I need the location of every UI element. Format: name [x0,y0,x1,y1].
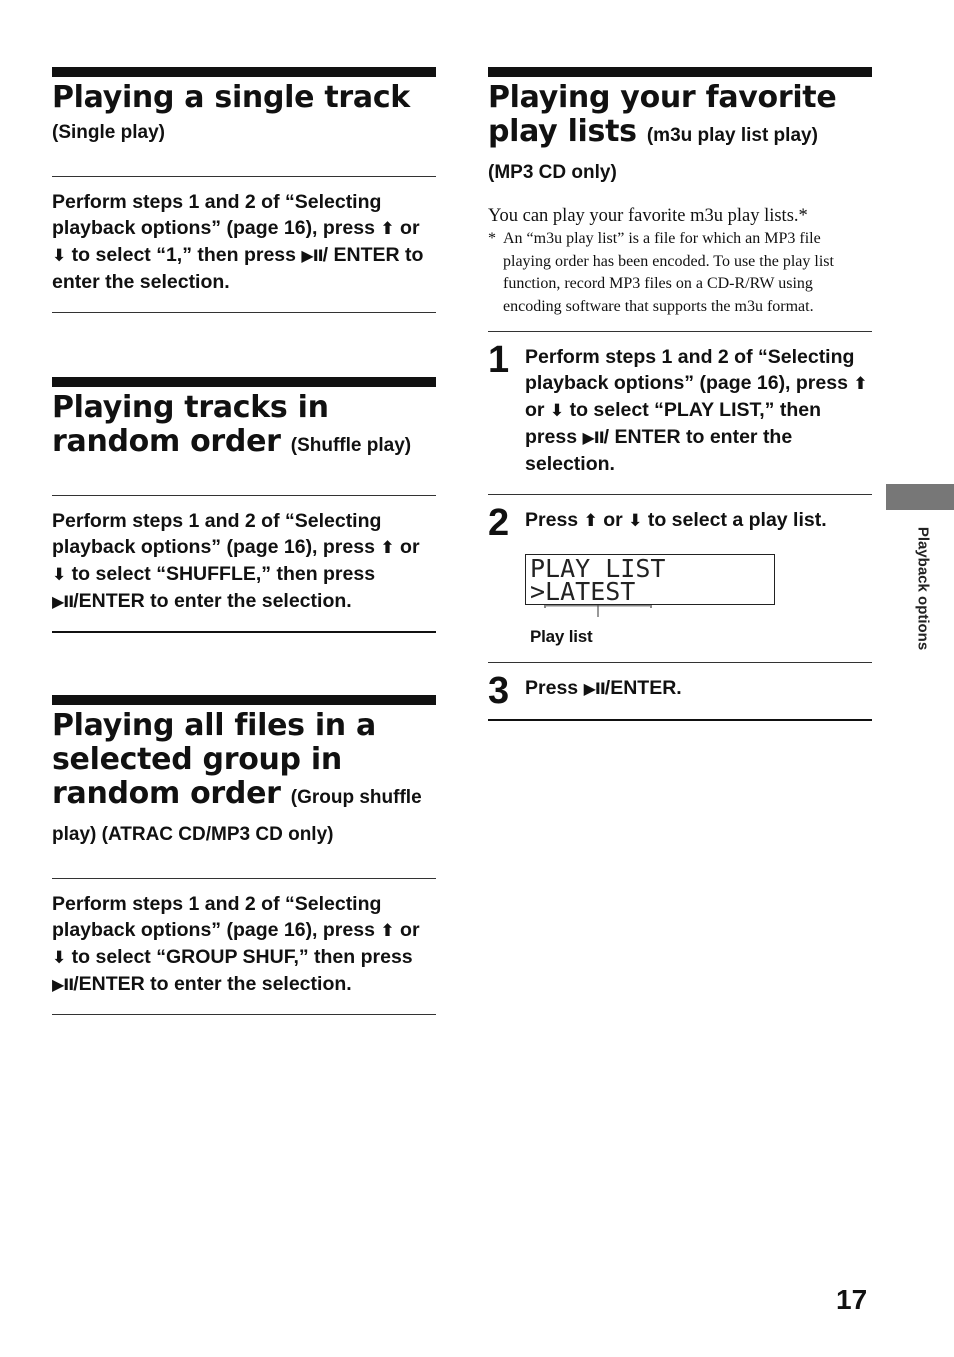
subtitle-single-play: (Single play) [52,122,165,143]
footnote: * An “m3u play list” is a file for which an MP3 file playing order has been encoded. To use the play list function, record MP3 files on a CD-R/RW using encoding software that supports the m3u format. [488,230,834,315]
divider [52,495,436,496]
up-arrow-icon: ⬆ [853,374,868,394]
step-number: 1 [488,339,510,381]
play-pause-icon: ▶II [582,428,604,447]
down-arrow-icon: ⬇ [52,246,67,266]
section-bar [52,695,436,705]
step-3 [488,670,872,712]
heading-group-shuffle: Playing all files in a selected group in random order (Group shuffle [52,708,422,811]
section-tab [886,484,954,510]
play-pause-icon: ▶II [52,975,74,994]
divider [488,494,872,495]
section-bar [52,67,436,77]
page-number: 17 [836,1284,868,1315]
divider [52,176,436,177]
step-2 [488,502,872,647]
divider [488,719,872,721]
up-arrow-icon: ⬆ [380,921,395,941]
down-arrow-icon: ⬇ [549,401,565,421]
divider [488,662,872,663]
divider [488,331,872,332]
up-arrow-icon: ⬆ [380,219,395,239]
section-bar [488,67,872,77]
step-2-text: Press ⬆ or ⬇ to select a play list. [525,509,827,531]
lcd-line-2: >LATEST [530,577,636,606]
section-bar [52,377,436,387]
step-number: 2 [488,502,510,544]
divider [52,1014,436,1015]
divider [52,878,436,879]
down-arrow-icon: ⬇ [52,948,67,968]
up-arrow-icon: ⬆ [380,538,395,558]
callout-label: Play list [530,627,593,646]
left-column [52,67,436,1015]
instruction-group-shuffle: Perform steps 1 and 2 of “Selecting playback options” (page 16), press ⬆ or ⬇ to select “GROUP SHUF,” then press ▶II/ENTER to enter the selection. [52,893,420,995]
play-pause-icon: ▶II [583,679,605,698]
lcd-line-1: PLAY LIST [530,554,666,583]
step-1 [488,339,872,477]
down-arrow-icon: ⬇ [628,511,643,531]
step-number: 3 [488,670,510,712]
divider [52,312,436,313]
instruction-single-track: Perform steps 1 and 2 of “Selecting playback options” (page 16), press ⬆ or ⬇ to select “1,” then press ▶II/ ENTER to enter the selection. [52,191,424,293]
step-3-text: Press ▶II/ENTER. [525,677,682,699]
subtitle-mp3-only: (MP3 CD only) [488,162,617,183]
lcd-display [525,554,775,605]
heading-single-track [52,81,436,115]
intro-text: You can play your favorite m3u play lists.* [488,206,808,226]
subtitle-group-shuffle: play) (ATRAC CD/MP3 CD only) [52,824,334,845]
heading-text: Playing a single track [52,80,410,115]
step-1-text: Perform steps 1 and 2 of “Selecting playback options” (page 16), press ⬆ or ⬇ to select “PLAY LIST,” then press ▶II/ ENTER to enter the selection. [525,346,868,475]
side-section-label: Playback options [914,526,932,651]
heading-random-order: Playing tracks in random order (Shuffle play) [52,390,412,459]
play-pause-icon: ▶II [52,592,74,611]
callout-bracket [543,605,663,625]
play-pause-icon: ▶II [301,246,323,265]
right-column [488,67,872,721]
footnote-mark: * [488,230,496,247]
instruction-shuffle: Perform steps 1 and 2 of “Selecting playback options” (page 16), press ⬆ or ⬇ to select “SHUFFLE,” then press ▶II/ENTER to enter the selection. [52,510,420,612]
divider [52,631,436,633]
up-arrow-icon: ⬆ [583,511,598,531]
heading-favorite-play-lists: Playing your favorite play lists (m3u play list play) [488,80,837,149]
down-arrow-icon: ⬇ [52,565,67,585]
